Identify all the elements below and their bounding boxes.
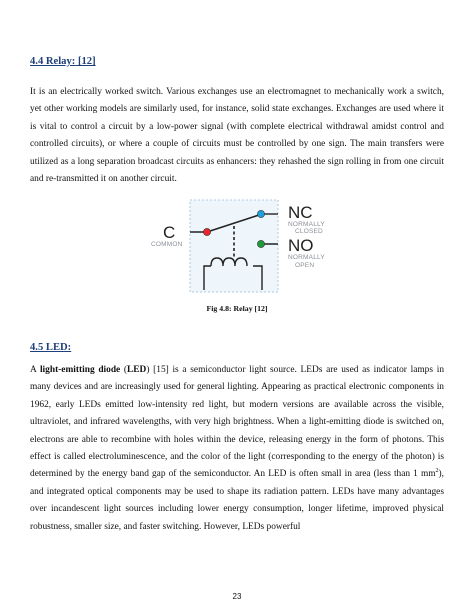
no-dot (257, 240, 264, 247)
led-abbr: LED (127, 365, 147, 375)
led-text: ), and integrated optical components may be used to shape its radiation pattern. LEDs have many advantages over incandescent light sources including lower energy consumption, longer lifetime, improved physical robustness, smaller size, and faster switching. However, LEDs powerful (30, 469, 444, 532)
normally-closed-label-1: NORMALLY (288, 221, 325, 228)
section-heading-relay (30, 56, 96, 67)
common-label: COMMON (151, 241, 183, 248)
led-text: ) [15] is a semiconductor light source. LEDs are used as indicator lamps in many devices and are increasingly used for general lighting. Appearing as practical electronic components in 1962, early LEDs emitted low-intensity red light, but modern versions are available across the visible, ultraviolet, and infrared wavelengths, with very high brightness. When a light-emitting diode is switched on, electrons are able to recombine with holes within the device, releasing energy in the form of photons. This effect is called electroluminescence, and the color of the light (corresponding to the energy of the photon) is determined by the energy band gap of the semiconductor. An LED is often small in area (less than 1 mm (30, 365, 445, 480)
nc-label: NC (288, 203, 313, 222)
normally-closed-label-2: CLOSED (295, 228, 323, 235)
section-heading-text: 4.5 LED: (30, 342, 72, 353)
nc-dot (257, 210, 264, 217)
normally-open-label-2: OPEN (295, 262, 315, 269)
led-text: ( (120, 365, 128, 375)
normally-open-label-1: NORMALLY (288, 254, 325, 261)
led-term: light-emitting diode (39, 365, 121, 375)
figure-caption: Fig 4.8: Relay [12] (206, 304, 268, 313)
led-paragraph (30, 362, 444, 536)
citation-link[interactable]: [12] (77, 56, 96, 67)
relay-paragraph: It is an electrically worked switch. Various exchanges use an electromagnet to mechanically work a switch, yet other working models are similarly used, for instance, solid state exchanges. Exchanges are used where it is vital to control a circuit by a low-power signal (with complete electrical withdrawal amidst control and controlled circuits), or where a couple of circuits must be controlled by one sign. The main transfers were utilized as a long separation broadcast circuits as enhancers: they rehashed the sign rolling in from one circuit and re-transmitted it on another circuit. (30, 87, 444, 185)
led-text: A (30, 365, 40, 375)
page-number: 23 (232, 592, 242, 601)
no-label: NO (288, 236, 314, 255)
section-heading-text: 4.4 Relay: (30, 56, 76, 67)
common-dot (203, 228, 210, 235)
section-heading-led (30, 342, 71, 353)
superscript: 2 (435, 468, 439, 475)
common-letter-label: C (163, 223, 176, 242)
relay-diagram (140, 198, 350, 298)
